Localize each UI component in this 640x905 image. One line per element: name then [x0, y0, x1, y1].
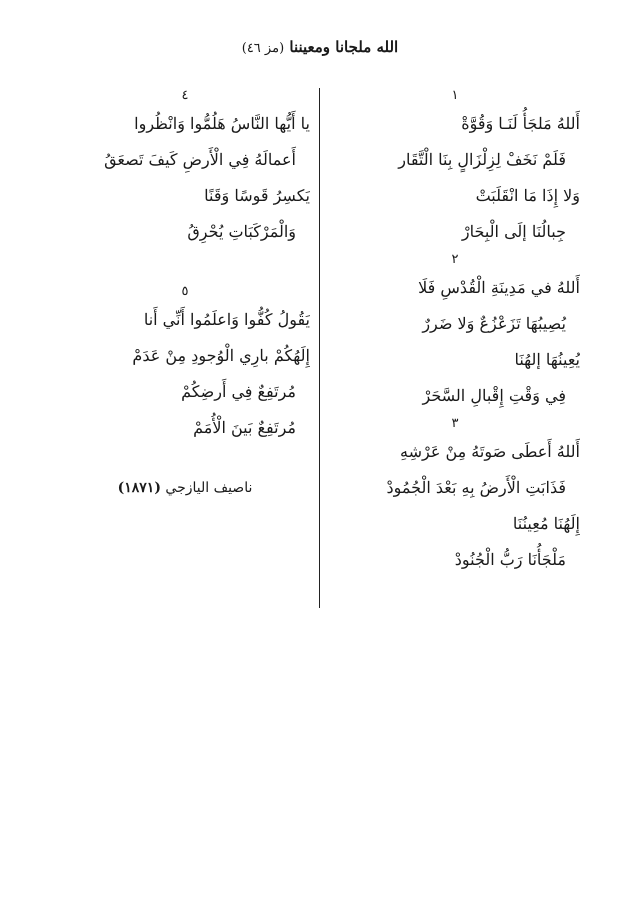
- verse-line: مَلْجَأُنَا رَبُّ الْجُنُودْ: [454, 550, 566, 569]
- verse-line: أَللهُ أَعطَى صَوتَهُ مِنْ عَرْشِهِ: [400, 442, 580, 461]
- stanza-3: [330, 414, 580, 578]
- verse-line: أَعمالَهُ فِي الْأَرضِ كَيفَ تَصعَقُ: [104, 150, 296, 169]
- stanza-5: [60, 282, 310, 446]
- stanza-2: [330, 250, 580, 414]
- verse-line: جِبالُنَا إلَى الْبِحَارْ: [461, 222, 566, 241]
- verse-line: مُرتَفِعٌ فِي أَرضِكُمْ: [181, 382, 296, 401]
- title-text: الله ملجانا ومعيننا: [289, 38, 399, 56]
- verse-line: فِي وَقْتِ إِقْبالِ السَّحَرْ: [422, 386, 566, 405]
- verse-line: وَالْمَرْكَبَاتِ يُحْرِقُ: [187, 222, 296, 241]
- scripture-reference: (مز ٤٦): [241, 41, 285, 56]
- author-signature: [60, 480, 310, 496]
- verse-line: يُعِينُهَا إلهُنَا: [514, 350, 580, 369]
- stanza-number: ٣: [451, 416, 459, 431]
- stanza-number: ٢: [451, 252, 459, 267]
- column-divider: [319, 88, 320, 608]
- verse-line: أَللهُ مَلجَأُ لَنَـا وَقُوَّةْ: [461, 114, 580, 133]
- verse-line: فَذَابَتِ الْأَرضُ بِهِ بَعْدَ الْجُمُودْ: [386, 478, 566, 497]
- verse-line: يا أَيُّها النَّاسُ هَلُمُّوا وَانْظُروا: [134, 114, 310, 133]
- verse-line: مُرتَفِعٌ بَينَ الْأُمَمْ: [193, 418, 296, 437]
- verse-line: يَكسِرُ قَوسًا وَقَنًا: [204, 186, 310, 205]
- stanza-number: ١: [451, 88, 459, 103]
- stanza-1: [330, 86, 580, 250]
- author-year: (١٨٧١): [117, 480, 161, 496]
- stanza-gap: [60, 250, 310, 282]
- page-title: [0, 38, 640, 56]
- verse-line: وَلا إِذَا مَا انْقَلَبَتْ: [475, 186, 580, 205]
- verse-line: أَللهُ في مَدِينَةِ الْقُدْسِ فَلَا: [418, 278, 580, 297]
- author-name: ناصيف اليازجي: [165, 480, 253, 496]
- verse-line: إِلَهُنَا مُعِينُنَا: [512, 514, 580, 533]
- verse-line: فَلَمْ نَخَفْ لِزِلْزَالٍ بِنَا الْتَّقَار: [398, 150, 566, 169]
- right-column: [330, 86, 580, 578]
- verse-line: إِلَهُكُمْ بارِي الْوُجودِ مِنْ عَدَمْ: [132, 346, 310, 365]
- verse-line: يَقُولُ كُفُّوا وَاعلَمُوا أَنِّي أَنا: [143, 310, 310, 329]
- left-column: [60, 86, 310, 446]
- verse-line: يُصِيبُهَا تَزَعْزُعٌ وَلا ضَررٌ: [422, 314, 566, 333]
- stanza-number: ٥: [181, 284, 189, 299]
- stanza-number: ٤: [181, 88, 189, 103]
- stanza-4: [60, 86, 310, 250]
